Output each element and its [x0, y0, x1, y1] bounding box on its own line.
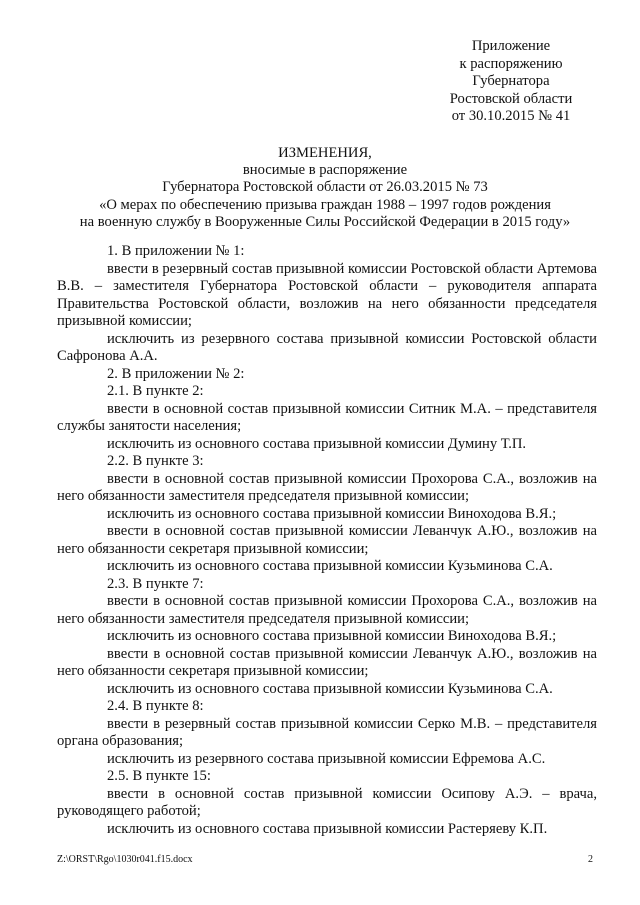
paragraph: 2.5. В пункте 15:	[107, 768, 211, 784]
paragraph: исключить из основного состава призывной комиссии Кузьминова С.А.	[107, 558, 553, 574]
paragraph: ввести в основной состав призывной комиссии Прохорова С.А., возложив на него обязанности заместителя председателя призывной комиссии;	[57, 593, 597, 627]
title-line: «О мерах по обеспечению призыва граждан 1988 – 1997 годов рождения	[99, 196, 551, 213]
paragraph: 2.4. В пункте 8:	[107, 698, 204, 714]
paragraph: исключить из резервного состава призывной комиссии Ростовской области Сафронова А.А.	[57, 330, 597, 364]
paragraph: исключить из основного состава призывной комиссии Кузьминова С.А.	[107, 680, 553, 697]
title-line: на военную службу в Вооруженные Силы Российской Федерации в 2015 году»	[79, 213, 571, 230]
paragraph: ввести в резервный состав призывной комиссии Серко М.В. – представителя органа образования;	[57, 715, 597, 749]
title-line: вносимые в распоряжение	[242, 162, 408, 179]
paragraph: ввести в основной состав призывной комиссии Леванчук А.Ю., возложив на него обязанности секретаря призывной комиссии;	[57, 645, 597, 679]
paragraph: 2.3. В пункте 7:	[107, 575, 204, 592]
appendix-line: от 30.10.2015 № 41	[451, 108, 571, 124]
paragraph: исключить из основного состава призывной комиссии Виноходова В.Я.;	[107, 505, 557, 522]
paragraph: 1. В приложении № 1:	[107, 243, 245, 259]
document-title	[40, 145, 610, 231]
title-line: Губернатора Ростовской области от 26.03.2015 № 73	[162, 179, 488, 196]
paragraph: ввести в резервный состав призывной комиссии Ростовской области Артемова В.В. – заместителя Губернатора Ростовской области – руководителя аппарата Правительства Ростовской области, возложив на него обязанности председателя призывной комиссии;	[57, 260, 598, 329]
paragraph: 2.1. В пункте 2:	[107, 383, 204, 399]
appendix-line: Ростовской области	[449, 90, 573, 107]
paragraph: 2. В приложении № 2:	[107, 365, 245, 382]
paragraph: 2.2. В пункте 3:	[107, 453, 204, 469]
appendix-line: Приложение	[471, 38, 551, 54]
paragraph: ввести в основной состав призывной комиссии Прохорова С.А., возложив на него обязанности заместителя председателя призывной комиссии;	[57, 470, 597, 504]
appendix-line: Губернатора	[472, 73, 550, 89]
paragraph: исключить из основного состава призывной комиссии Растеряеву К.П.	[107, 820, 548, 837]
paragraph: ввести в основной состав призывной комиссии Леванчук А.Ю., возложив на него обязанности секретаря призывной комиссии;	[57, 523, 597, 557]
paragraph: исключить из основного состава призывной комиссии Виноходова В.Я.;	[107, 628, 557, 644]
paragraph: ввести в основной состав призывной комиссии Осипову А.Э. – врача, руководящего работой;	[57, 785, 597, 819]
footer-page-number: 2	[588, 854, 593, 865]
appendix-reference	[415, 38, 607, 126]
paragraph: исключить из основного состава призывной комиссии Думину Т.П.	[107, 435, 527, 452]
title-heading: ИЗМЕНЕНИЯ,	[278, 145, 372, 161]
document-body	[57, 243, 597, 838]
footer-file-path: Z:\ORST\Rgo\1030r041.f15.docx	[57, 854, 193, 865]
paragraph: исключить из резервного состава призывной комиссии Ефремова А.С.	[107, 750, 546, 767]
appendix-line: к распоряжению	[459, 55, 563, 72]
paragraph: ввести в основной состав призывной комиссии Ситник М.А. – представителя службы занятости населения;	[57, 400, 597, 434]
